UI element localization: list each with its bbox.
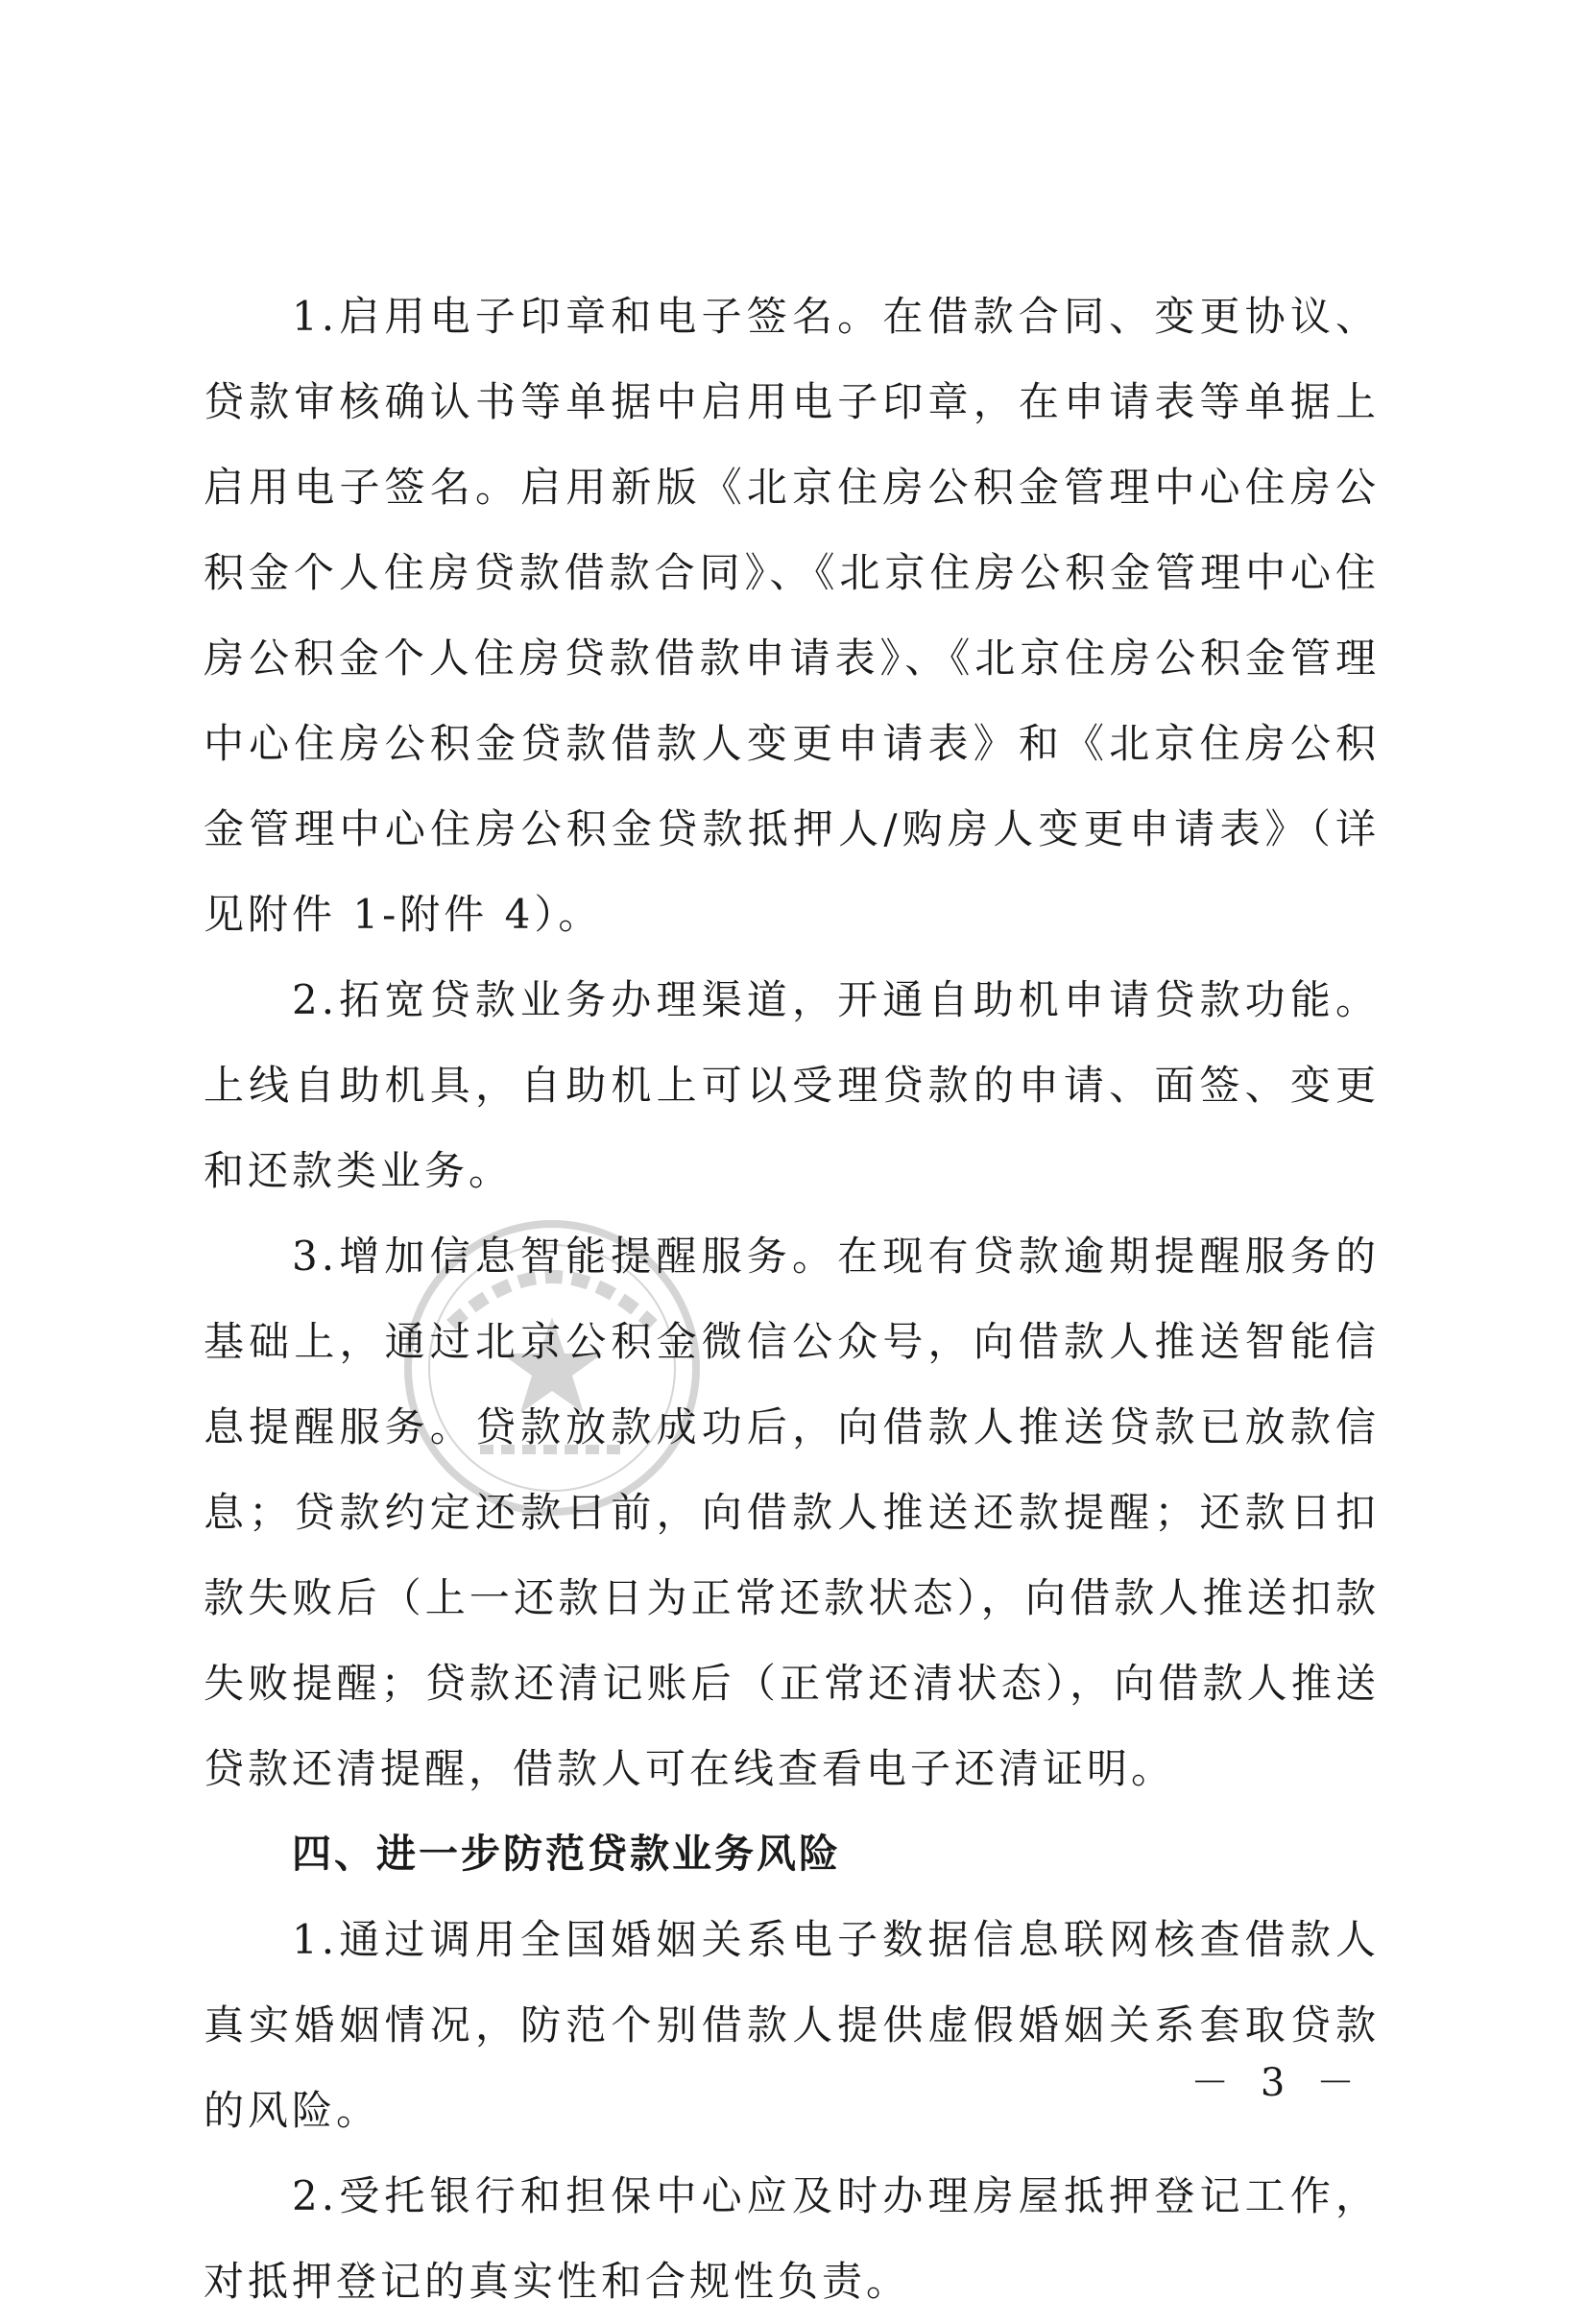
- paragraph-smart-reminder: 3.增加信息智能提醒服务。在现有贷款逾期提醒服务的基础上，通过北京公积金微信公众号，向借款人推送智能信息提醒服务。贷款放款成功后，向借款人推送贷款已放款信息；贷款约定还款日前，向借款人推送还款提醒；还款日扣款失败后（上一还款日为正常还款状态），向借款人推送扣款失败提醒；贷款还清记账后（正常还清状态），向借款人推送贷款还清提醒，借款人可在线查看电子还清证明。: [204, 1233, 1380, 1792]
- paragraph-e-seal: 1.启用电子印章和电子签名。在借款合同、变更协议、贷款审核确认书等单据中启用电子印章，在申请表等单据上启用电子签名。启用新版《北京住房公积金管理中心住房公积金个人住房贷款借款合同》、《北京住房公积金管理中心住房公积金个人住房贷款借款申请表》、《北京住房公积金管理中心住房公积金贷款借款人变更申请表》和《北京住房公积金管理中心住房公积金贷款抵押人/购房人变更申请表》（详见附件 1-附件 4）。: [204, 293, 1380, 938]
- document-body: [204, 274, 1380, 2324]
- section-heading: 四、进一步防范贷款业务风险: [292, 1831, 841, 1877]
- page-number: － 3 －: [1190, 2061, 1364, 2105]
- paragraph-self-service: 2.拓宽贷款业务办理渠道，开通自助机申请贷款功能。上线自助机具，自助机上可以受理贷款的申请、面签、变更和还款类业务。: [204, 976, 1380, 1194]
- paragraph-marriage-check: 1.通过调用全国婚姻关系电子数据信息联网核查借款人真实婚姻情况，防范个别借款人提供虚假婚姻关系套取贷款的风险。: [204, 1916, 1380, 2134]
- paragraph-mortgage-registration: 2.受托银行和担保中心应及时办理房屋抵押登记工作，对抵押登记的真实性和合规性负责。: [204, 2172, 1380, 2305]
